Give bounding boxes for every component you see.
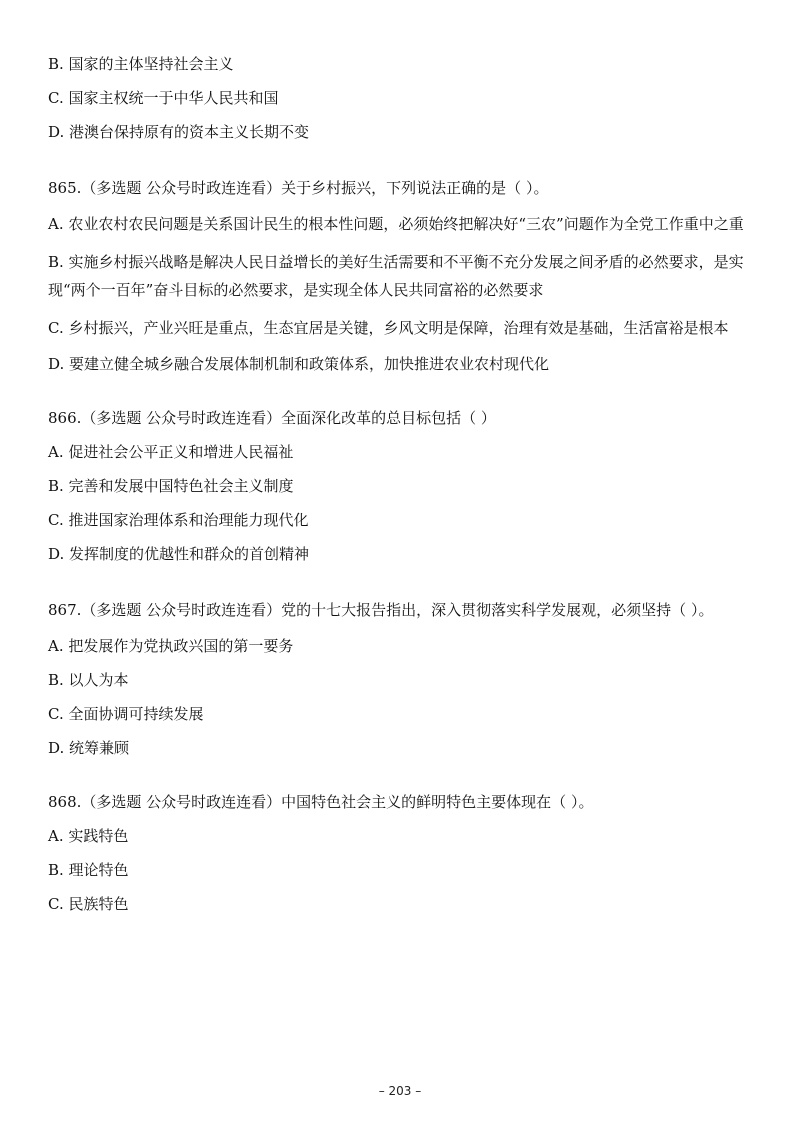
option-a: A. 促进社会公平正义和增进人民福祉 bbox=[48, 443, 294, 461]
question-868 bbox=[48, 790, 758, 916]
option-b: B. 完善和发展中国特色社会主义制度 bbox=[48, 477, 294, 495]
question-866 bbox=[48, 406, 758, 566]
option-b: B. 国家的主体坚持社会主义 bbox=[48, 55, 234, 73]
option-a: A. 实践特色 bbox=[48, 827, 129, 845]
option-b: B. 理论特色 bbox=[48, 861, 129, 879]
question-stem: 867.（多选题 公众号时政连连看）党的十七大报告指出，深入贯彻落实科学发展观，必须坚持（ ）。 bbox=[48, 601, 714, 619]
option-c: C. 全面协调可持续发展 bbox=[48, 705, 204, 723]
option-c: C. 乡村振兴，产业兴旺是重点，生态宜居是关键，乡风文明是保障，治理有效是基础，生活富裕是根本 bbox=[48, 319, 729, 337]
option-b: B. 以人为本 bbox=[48, 671, 129, 689]
option-d: D. 统筹兼顾 bbox=[48, 739, 130, 757]
question-stem: 866.（多选题 公众号时政连连看）全面深化改革的总目标包括（ ） bbox=[48, 409, 496, 427]
question-stem: 865.（多选题 公众号时政连连看）关于乡村振兴，下列说法正确的是（ ）。 bbox=[48, 179, 549, 197]
option-d: D. 发挥制度的优越性和群众的首创精神 bbox=[48, 545, 310, 563]
question-stem: 868.（多选题 公众号时政连连看）中国特色社会主义的鲜明特色主要体现在（ ）。 bbox=[48, 793, 594, 811]
question-867 bbox=[48, 596, 758, 760]
option-b: B. 实施乡村振兴战略是解决人民日益增长的美好生活需要和不平衡不充分发展之间矛盾的必然要求，是实现“两个一百年”奋斗目标的必然要求，是实现全体人民共同富裕的必然要求 bbox=[48, 253, 744, 299]
option-c: C. 国家主权统一于中华人民共和国 bbox=[48, 89, 279, 107]
option-a: A. 把发展作为党执政兴国的第一要务 bbox=[48, 637, 294, 655]
page-number: – 203 – bbox=[378, 1084, 422, 1098]
option-d: D. 港澳台保持原有的资本主义长期不变 bbox=[48, 123, 310, 141]
option-d: D. 要建立健全城乡融合发展体制机制和政策体系，加快推进农业农村现代化 bbox=[48, 355, 550, 373]
option-c: C. 民族特色 bbox=[48, 895, 129, 913]
question-865 bbox=[48, 176, 758, 376]
option-c: C. 推进国家治理体系和治理能力现代化 bbox=[48, 511, 309, 529]
option-a: A. 农业农村农民问题是关系国计民生的根本性问题，必须始终把解决好“三农”问题作为全党工作重中之重 bbox=[48, 215, 744, 233]
document-page bbox=[48, 52, 758, 926]
